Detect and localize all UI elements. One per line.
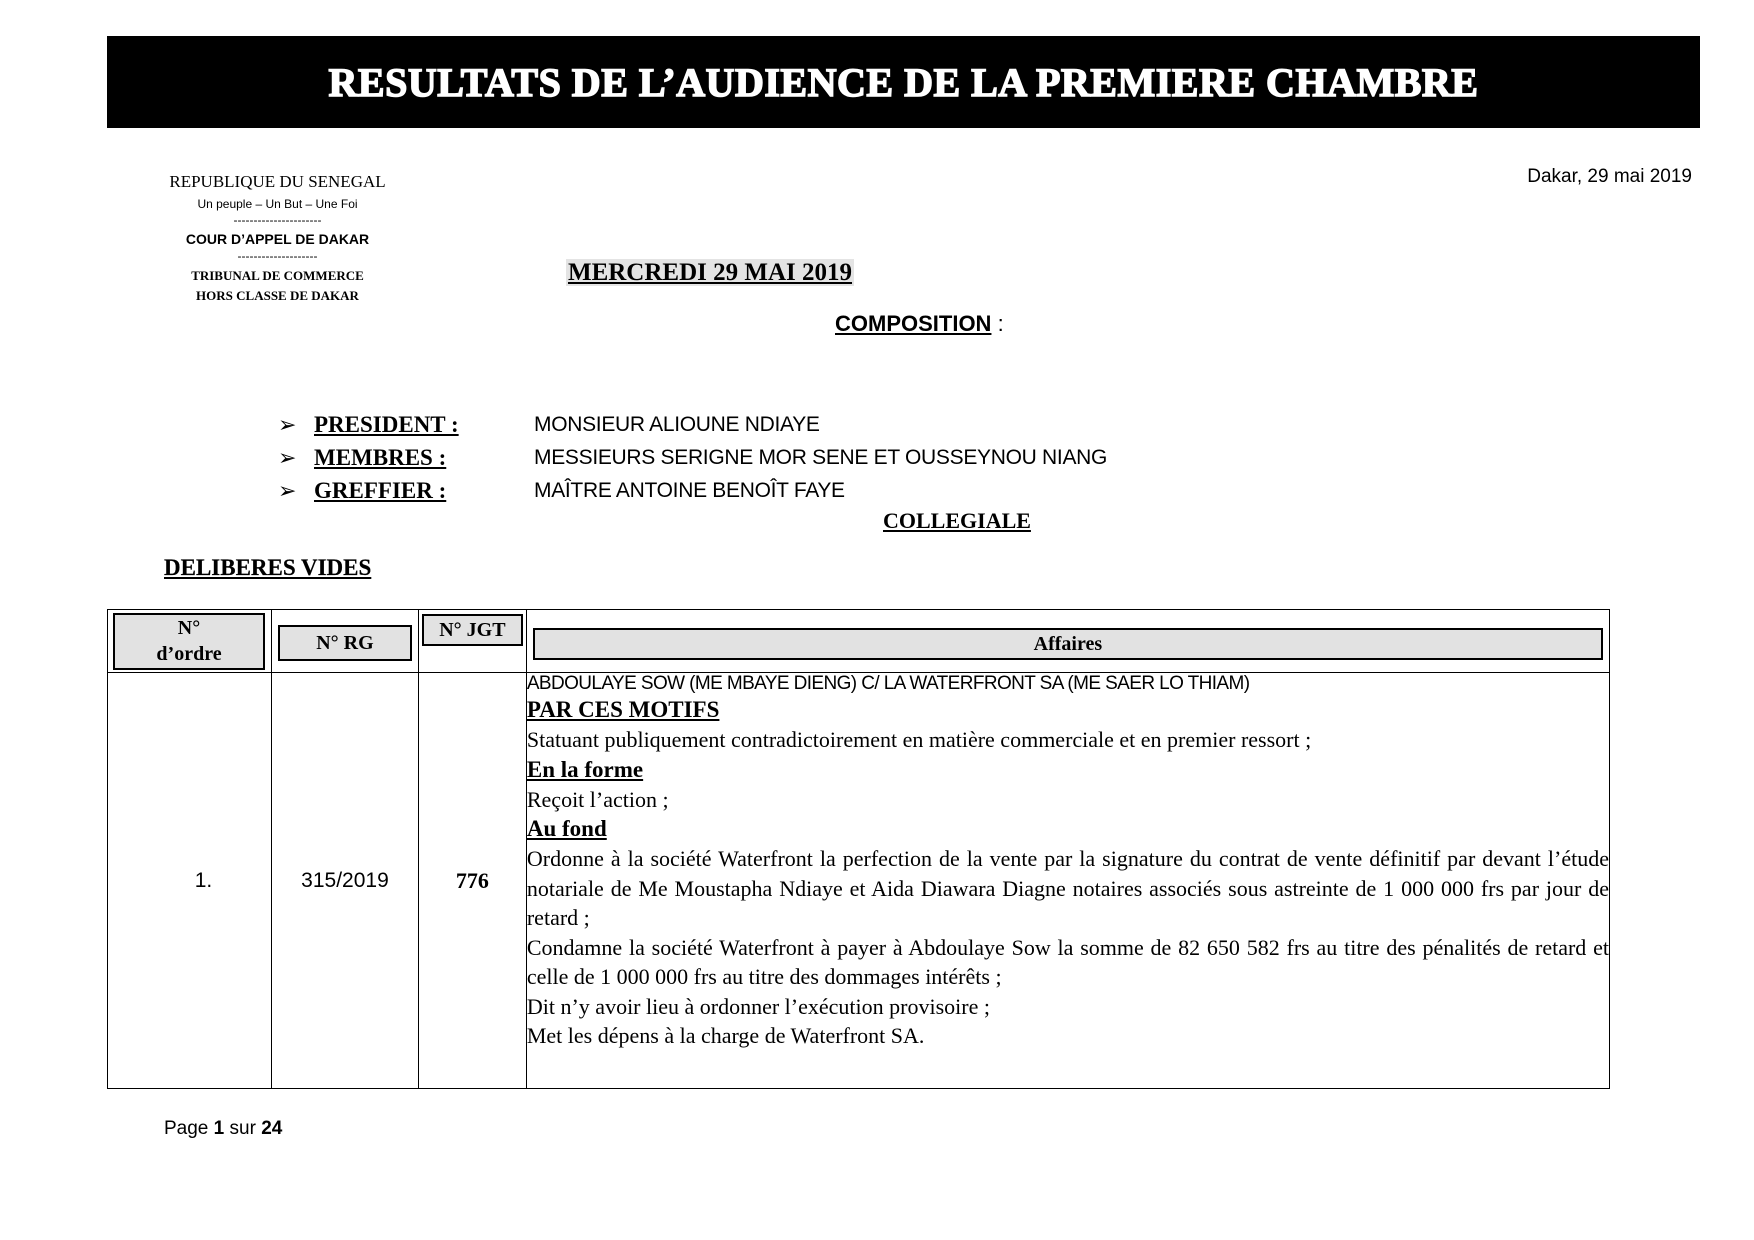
heading-fond: Au fond (526, 816, 607, 841)
ruling-line: Condamne la société Waterfront à payer à Abdoulaye Sow la somme de 82 650 582 frs au titre des pénalités de retard et celle de 1 000 000 frs au titre des dommages intérêts ; (526, 934, 1609, 989)
tribunal-line: TRIBUNAL DE COMMERCE (191, 268, 364, 283)
composition-list (278, 408, 1107, 507)
footer-mid: sur (224, 1118, 262, 1139)
role-value: MONSIEUR ALIOUNE NDIAYE (534, 412, 820, 436)
document-title: RESULTATS DE L’AUDIENCE DE LA PREMIERE CHAMBRE (328, 59, 1479, 105)
arrow-bullet-icon: ➢ (278, 444, 297, 470)
role-president (278, 408, 1107, 441)
footer-prefix: Page (164, 1118, 214, 1139)
formation-type: COLLEGIALE (883, 508, 1031, 533)
ruling-line: Ordonne à la société Waterfront la perfection de la vente par la signature du contrat de vente définitif par devant l’étude notariale de Me Moustapha Ndiaye et Aida Diawara Diagne notaires associés sous astreinte de 1 000 000 frs par jour de retard ; (526, 846, 1609, 930)
header-affaires: Affaires (533, 628, 1603, 660)
header-cell-jgt (418, 610, 526, 673)
heading-motifs: PAR CES MOTIFS (526, 697, 720, 722)
composition-label: COMPOSITION (835, 311, 992, 336)
header-cell-affaires (526, 610, 1609, 673)
footer-total: 24 (261, 1118, 283, 1139)
arrow-bullet-icon: ➢ (278, 477, 297, 503)
header-separator: -------------------- (237, 249, 318, 263)
header-jgt: N° JGT (422, 614, 523, 646)
header-cell-ordre (108, 610, 272, 673)
table-header-row (108, 610, 1610, 673)
header-cell-rg (271, 610, 418, 673)
heading-forme: En la forme (526, 756, 644, 782)
section-title: DELIBERES VIDES (164, 555, 372, 580)
arrow-bullet-icon: ➢ (278, 411, 297, 437)
cell-ordre: 1. (108, 673, 272, 1089)
title-banner (107, 36, 1700, 128)
hearing-day-text: MERCREDI 29 MAI 2019 (567, 259, 853, 286)
ruling-line: Met les dépens à la charge de Waterfront SA. (526, 1023, 925, 1048)
role-greffier (278, 474, 1107, 507)
header-ordre-line: d’ordre (156, 642, 222, 665)
role-label: GREFFIER : (314, 477, 447, 503)
tribunal-line: HORS CLASSE DE DAKAR (196, 288, 359, 303)
cell-jgt: 776 (418, 673, 526, 1089)
document-date: Dakar, 29 mai 2019 (1527, 166, 1692, 187)
footer-page: 1 (213, 1118, 225, 1139)
header-rg: N° RG (278, 625, 412, 661)
composition-colon: : (991, 311, 1004, 336)
national-motto: Un peuple – Un But – Une Foi (197, 197, 358, 211)
role-value: MAÎTRE ANTOINE BENOÎT FAYE (534, 478, 845, 502)
court-name: COUR D’APPEL DE DAKAR (185, 231, 370, 247)
role-membres (278, 441, 1107, 474)
hearing-day (0, 259, 1420, 287)
role-label: PRESIDENT : (314, 411, 459, 437)
ruling-line: Dit n’y avoir lieu à ordonner l’exécution provisoire ; (526, 993, 990, 1019)
composition-heading (835, 311, 1004, 337)
cell-rg: 315/2019 (271, 673, 418, 1089)
case-parties: ABDOULAYE SOW (ME MBAYE DIENG) C/ LA WATERFRONT SA (ME SAER LO THIAM) (526, 673, 1250, 694)
ruling-line: Statuant publiquement contradictoirement en matière commerciale et en premier ressort ; (526, 727, 1312, 752)
header-ordre (113, 613, 265, 670)
role-label: MEMBRES : (314, 444, 447, 470)
table-row (108, 673, 1610, 1089)
ruling-line: Reçoit l’action ; (526, 786, 669, 812)
republic-name: REPUBLIQUE DU SENEGAL (169, 172, 386, 191)
deliberations-table (107, 609, 1610, 1089)
role-value: MESSIEURS SERIGNE MOR SENE ET OUSSEYNOU NIANG (534, 445, 1108, 469)
header-ordre-line: N° (177, 616, 201, 639)
page-footer (164, 1118, 282, 1140)
cell-affaires (526, 673, 1609, 1089)
header-separator: ---------------------- (233, 213, 322, 227)
